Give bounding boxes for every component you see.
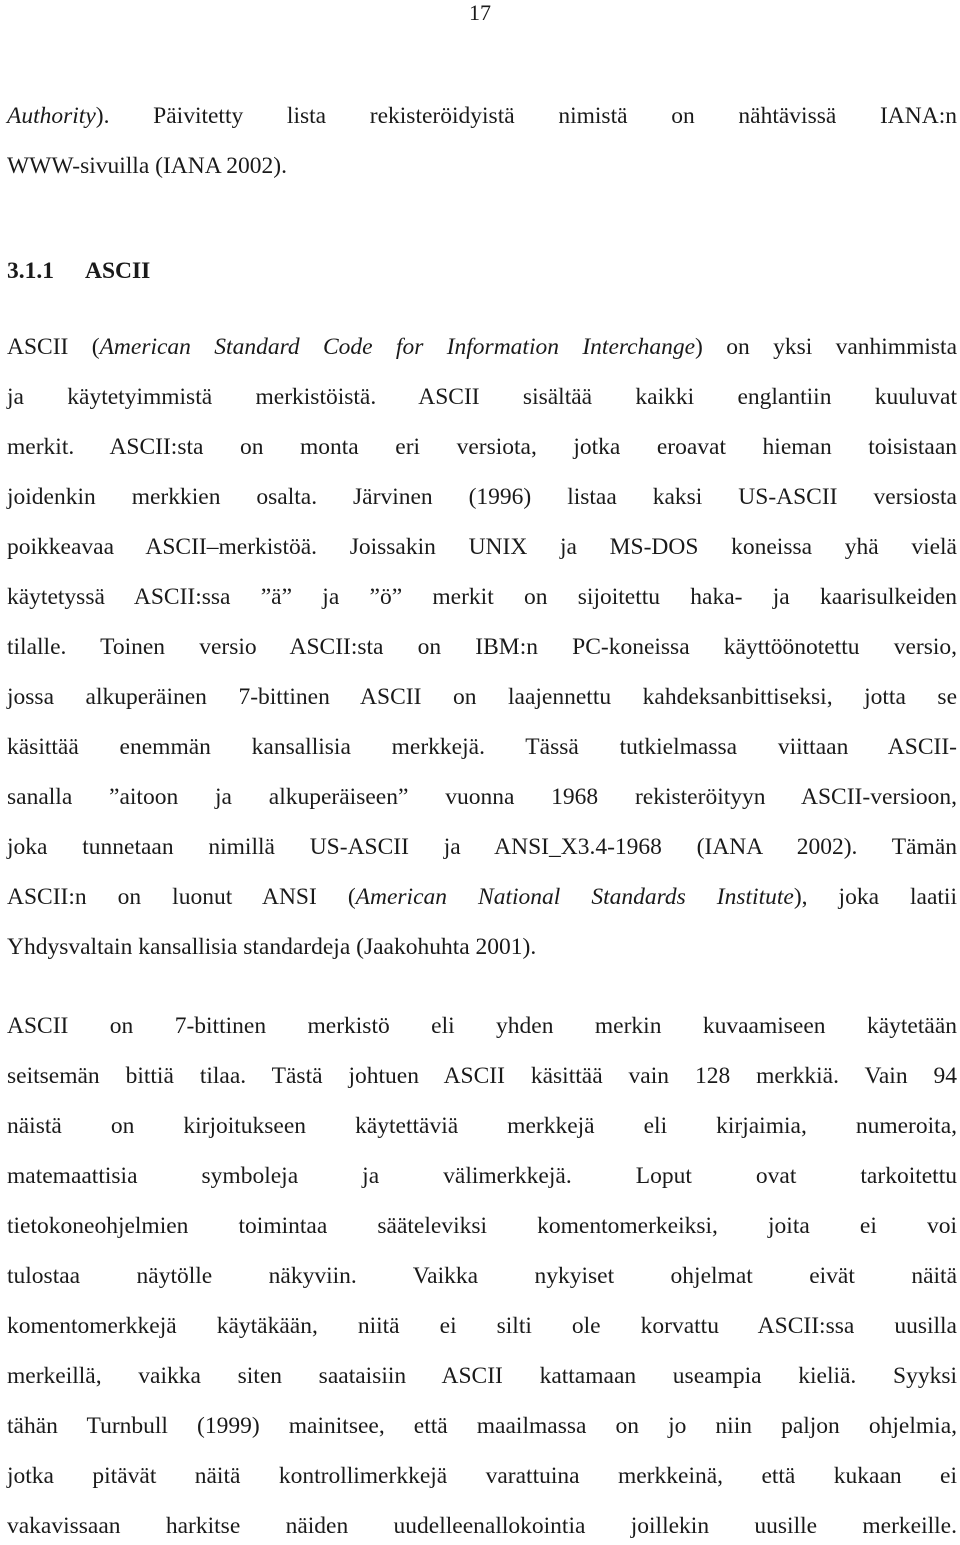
para1-line-12-a: ASCII:n on luonut ANSI ( [7, 884, 356, 910]
intro-line-1-text: ). Päivitetty lista rekisteröidyistä nimistä on nähtävissä IANA:n [95, 103, 957, 129]
para2-line-2: seitsemän bittiä tilaa. Tästä johtuen ASCII käsittää vain 128 merkkiä. Vain 94 [7, 1063, 957, 1089]
para1-line-1 [7, 332, 957, 362]
intro-line-2: WWW-sivuilla (IANA 2002). [7, 153, 287, 179]
para2-line-7: komentomerkkejä käytäkään, niitä ei silti ole korvattu ASCII:ssa uusilla [7, 1313, 957, 1339]
page-number: 17 [469, 0, 491, 25]
para1-line-13: Yhdysvaltain kansallisia standardeja (Jaakohuhta 2001). [7, 934, 537, 960]
para2-line-1: ASCII on 7-bittinen merkistö eli yhden merkin kuvaamiseen käytetään [7, 1013, 957, 1039]
section-title: ASCII [85, 258, 151, 284]
para1-line-10: sanalla ”aitoon ja alkuperäiseen” vuonna 1968 rekisteröityyn ASCII-versioon, [7, 784, 957, 810]
para2-line-10: jotka pitävät näitä kontrollimerkkejä varattuina merkkeinä, että kukaan ei [7, 1463, 957, 1489]
para1-line-12 [7, 882, 957, 912]
section-heading [7, 256, 957, 286]
intro-italic-authority: Authority [7, 103, 96, 129]
para2-line-6: tulostaa näytölle näkyviin. Vaikka nykyiset ohjelmat eivät näitä [7, 1263, 957, 1289]
para1-line-11: joka tunnetaan nimillä US-ASCII ja ANSI_X3.4-1968 (IANA 2002). Tämän [7, 834, 957, 860]
para2-line-3: näistä on kirjoitukseen käytettäviä merkkejä eli kirjaimia, numeroita, [7, 1113, 957, 1139]
para2-line-8: merkeillä, vaikka siten saataisiin ASCII kattamaan useampia kieliä. Syyksi [7, 1363, 957, 1389]
para1-line-6: käytetyssä ASCII:ssa ”ä” ja ”ö” merkit on sijoitettu haka- ja kaarisulkeiden [7, 584, 957, 610]
intro-line-1 [7, 101, 957, 131]
para1-line-4: joidenkin merkkien osalta. Järvinen (1996) listaa kaksi US-ASCII versiosta [7, 484, 957, 510]
para1-line-7: tilalle. Toinen versio ASCII:sta on IBM:n PC-koneissa käyttöönotettu versio, [7, 634, 957, 660]
para2-line-5: tietokoneohjelmien toimintaa sääteleviksi komentomerkeiksi, joita ei voi [7, 1213, 957, 1239]
para1-line-5: poikkeavaa ASCII–merkistöä. Joissakin UNIX ja MS-DOS koneissa yhä vielä [7, 534, 957, 560]
para1-line-12-italic: American National Standards Institute [355, 884, 794, 910]
para1-line-1-b: ) on yksi vanhimmista [695, 334, 958, 360]
para1-line-12-b: ), joka laatii [793, 884, 957, 910]
section-number: 3.1.1 [7, 258, 54, 284]
para1-line-1-a: ASCII ( [7, 334, 100, 360]
para1-line-9: käsittää enemmän kansallisia merkkejä. Tässä tutkielmassa viittaan ASCII- [7, 734, 957, 760]
para2-line-4: matemaattisia symboleja ja välimerkkejä. Loput ovat tarkoitettu [7, 1163, 957, 1189]
para2-line-11: vakavissaan harkitse näiden uudelleenallokointia joillekin uusille merkeille. [7, 1513, 957, 1539]
para1-line-2: ja käytetyimmistä merkistöistä. ASCII sisältää kaikki englantiin kuuluvat [7, 384, 957, 410]
para1-line-1-italic: American Standard Code for Information Interchange [99, 334, 696, 360]
para2-line-9: tähän Turnbull (1999) mainitsee, että maailmassa on jo niin paljon ohjelmia, [7, 1413, 957, 1439]
para1-line-3: merkit. ASCII:sta on monta eri versiota, jotka eroavat hieman toisistaan [7, 434, 957, 460]
para1-line-8: jossa alkuperäinen 7-bittinen ASCII on laajennettu kahdeksanbittiseksi, jotta se [7, 684, 957, 710]
